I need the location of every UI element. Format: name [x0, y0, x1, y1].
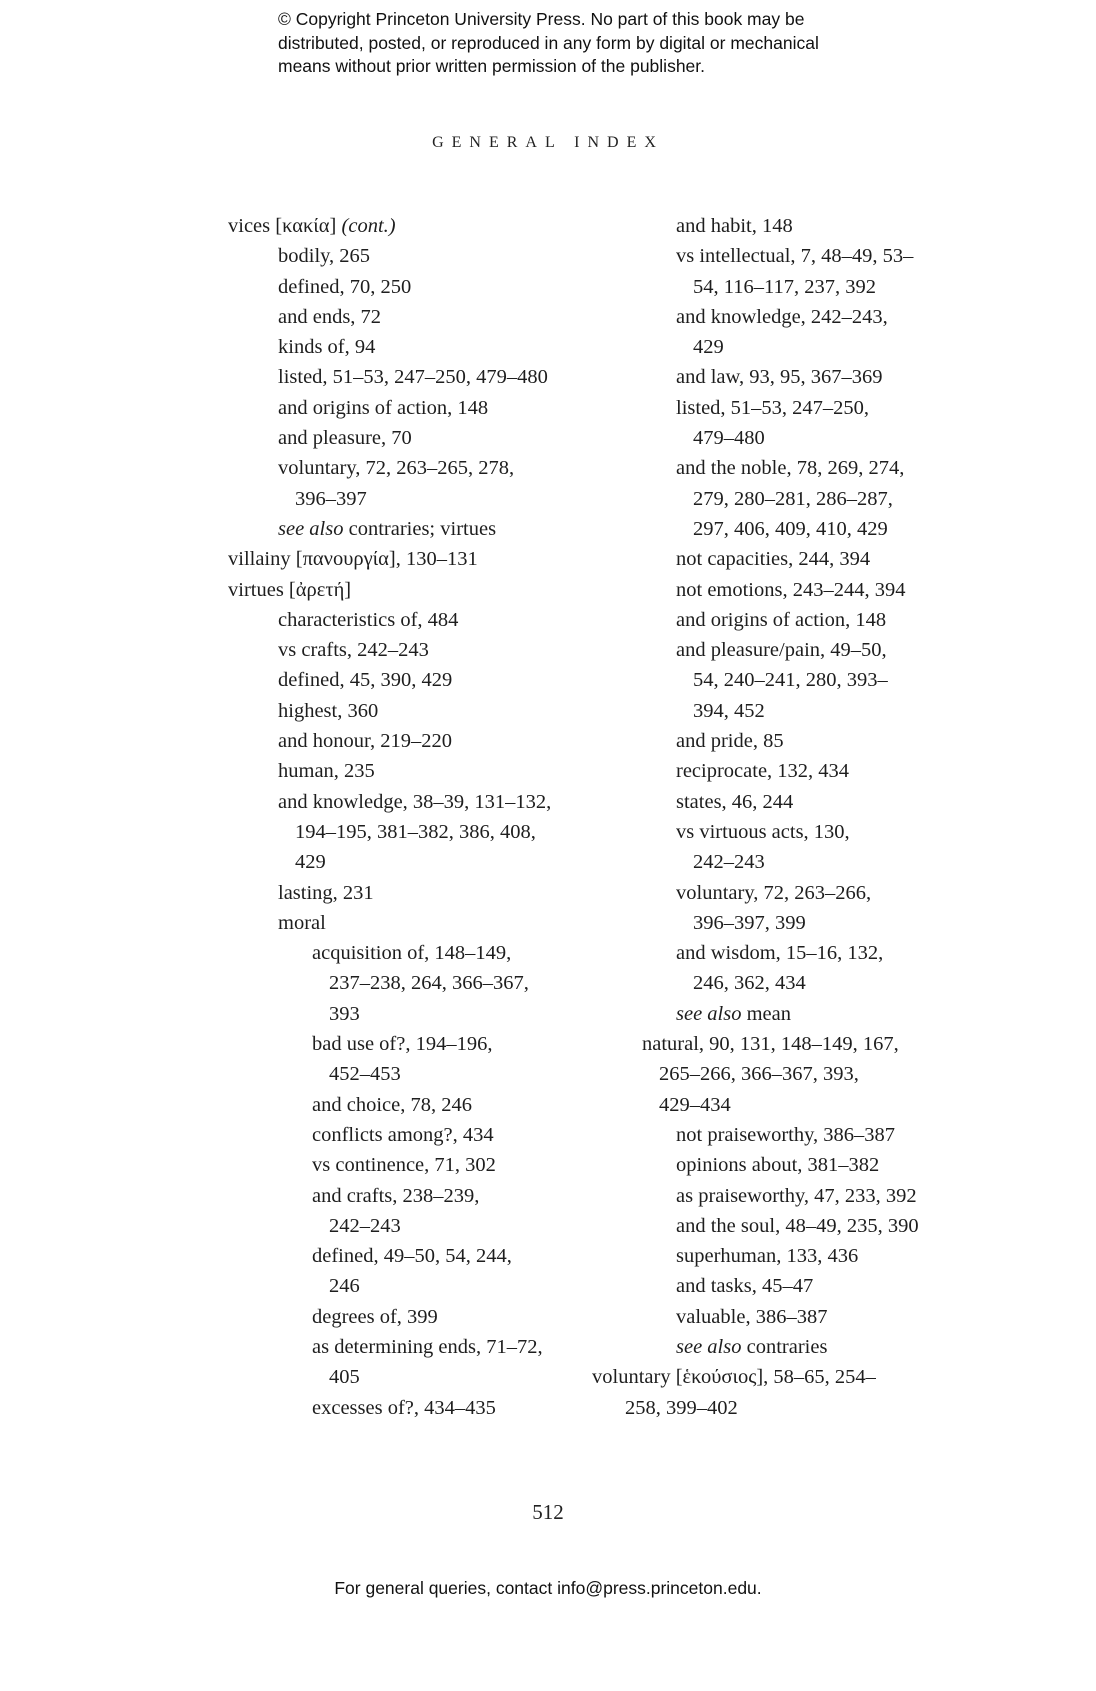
- index-entry: [228, 211, 588, 241]
- index-entry-text: mean: [741, 1002, 792, 1025]
- index-entry: [592, 726, 952, 756]
- index-entry: [228, 696, 588, 726]
- index-entry-text: vs intellectual, 7, 48–49, 53–: [676, 245, 914, 268]
- index-entry: [228, 362, 588, 392]
- index-entry-text: listed, 51–53, 247–250, 479–480: [278, 366, 548, 389]
- index-entry: [228, 575, 588, 605]
- index-entry-text: and law, 93, 95, 367–369: [676, 366, 883, 389]
- index-entry-text: bodily, 265: [278, 245, 371, 268]
- index-entry: [592, 787, 952, 817]
- index-entry: [228, 968, 588, 998]
- index-entry: [228, 423, 588, 453]
- copyright-line: distributed, posted, or reproduced in any form by digital or mechanical: [278, 32, 819, 53]
- index-entry: [228, 302, 588, 332]
- index-entry-text: 393: [329, 1002, 360, 1025]
- index-entry-text: human, 235: [278, 760, 375, 783]
- index-entry-text: opinions about, 381–382: [676, 1154, 880, 1177]
- index-entry: [228, 787, 588, 817]
- index-entry: [592, 1332, 952, 1362]
- index-entry: [228, 1090, 588, 1120]
- index-entry-text: as praiseworthy, 47, 233, 392: [676, 1184, 917, 1207]
- index-entry-text: and habit, 148: [676, 215, 793, 237]
- footer-contact: For general queries, contact info@press.princeton.edu.: [334, 1578, 762, 1598]
- index-entry: [592, 665, 952, 695]
- index-entry: [228, 1241, 588, 1271]
- index-entry: [592, 1059, 952, 1089]
- index-entry-text: 479–480: [693, 427, 765, 450]
- index-entry-text: natural, 90, 131, 148–149, 167,: [642, 1033, 899, 1056]
- index-entry-text: defined, 45, 390, 429: [278, 669, 453, 692]
- index-entry-text: 394, 452: [693, 699, 765, 722]
- index-entry-text: vices [κακία]: [228, 215, 337, 237]
- index-entry-text: defined, 70, 250: [278, 275, 412, 298]
- index-entry: [228, 1150, 588, 1180]
- index-entry-text: and knowledge, 242–243,: [676, 305, 888, 328]
- index-entry-text: voluntary, 72, 263–266,: [676, 881, 872, 904]
- index-column-left: [228, 211, 588, 1423]
- index-entry: [228, 393, 588, 423]
- cross-reference-label: see also: [676, 1002, 742, 1025]
- index-entry-text: 396–397: [295, 487, 367, 510]
- index-entry: [228, 1059, 588, 1089]
- index-entry: [592, 999, 952, 1029]
- index-entry: [228, 1181, 588, 1211]
- index-entry-text: highest, 360: [278, 699, 379, 722]
- index-entry: [592, 544, 952, 574]
- index-entry: [592, 453, 952, 483]
- index-entry: [228, 1120, 588, 1150]
- running-head: GENERAL INDEX: [432, 134, 664, 151]
- index-entry-text: voluntary, 72, 263–265, 278,: [278, 457, 515, 480]
- index-entry-text: virtues [ἀρετή]: [228, 578, 352, 601]
- index-entry: [592, 332, 952, 362]
- index-entry: [592, 1302, 952, 1332]
- index-entry-text: and choice, 78, 246: [312, 1093, 472, 1116]
- index-entry: [592, 1362, 952, 1392]
- index-entry-text: moral: [278, 911, 326, 934]
- index-entry: [592, 908, 952, 938]
- index-entry-text: valuable, 386–387: [676, 1305, 828, 1328]
- index-entry-text: 429: [295, 851, 326, 874]
- index-entry: [592, 1120, 952, 1150]
- index-entry-text: not capacities, 244, 394: [676, 548, 871, 571]
- index-entry-text: kinds of, 94: [278, 336, 376, 359]
- index-entry-text: and crafts, 238–239,: [312, 1184, 480, 1207]
- index-entry-text: degrees of, 399: [312, 1305, 438, 1328]
- index-entry: [592, 605, 952, 635]
- index-entry-text: listed, 51–53, 247–250,: [676, 396, 870, 419]
- index-entry: [228, 847, 588, 877]
- index-entry-text: excesses of?, 434–435: [312, 1396, 496, 1419]
- index-column-right: [592, 211, 952, 1423]
- index-entry: [592, 1211, 952, 1241]
- index-entry: [228, 272, 588, 302]
- index-entry-text: and pleasure/pain, 49–50,: [676, 639, 887, 662]
- index-entry: [592, 211, 952, 241]
- index-entry: [592, 938, 952, 968]
- index-entry-text: states, 46, 244: [676, 790, 794, 813]
- index-entry: [592, 847, 952, 877]
- index-entry-text: 54, 240–241, 280, 393–: [693, 669, 888, 692]
- index-entry: [592, 968, 952, 998]
- index-entry-text: and the soul, 48–49, 235, 390: [676, 1214, 919, 1237]
- index-entry-text: defined, 49–50, 54, 244,: [312, 1245, 512, 1268]
- copyright-line: © Copyright Princeton University Press. No part of this book may be: [278, 9, 805, 29]
- index-entry-text: 405: [329, 1366, 360, 1389]
- page-number: 512: [532, 1500, 564, 1524]
- index-entry-text: 297, 406, 409, 410, 429: [693, 517, 888, 540]
- index-entry: [228, 453, 588, 483]
- index-entry: [592, 1181, 952, 1211]
- index-entry: [228, 665, 588, 695]
- index-entry: [228, 938, 588, 968]
- index-entry: [592, 1271, 952, 1301]
- index-entry: [592, 302, 952, 332]
- index-entry-text: conflicts among?, 434: [312, 1123, 494, 1146]
- index-entry: [228, 1332, 588, 1362]
- index-entry: [228, 544, 588, 574]
- index-entry-text: contraries: [741, 1335, 828, 1358]
- index-entry-text: not praiseworthy, 386–387: [676, 1123, 896, 1146]
- index-entry: [592, 1393, 952, 1423]
- index-entry: [228, 999, 588, 1029]
- index-entry-text: and ends, 72: [278, 305, 382, 328]
- index-entry-text: 54, 116–117, 237, 392: [693, 275, 876, 298]
- index-entry-text: and origins of action, 148: [278, 396, 489, 419]
- index-entry-text: 396–397, 399: [693, 911, 806, 934]
- index-entry-text: 194–195, 381–382, 386, 408,: [295, 820, 536, 843]
- index-entry: [228, 756, 588, 786]
- index-entry: [592, 1241, 952, 1271]
- index-entry: [592, 817, 952, 847]
- index-entry: [592, 514, 952, 544]
- index-entry: [228, 605, 588, 635]
- index-entry-text: contraries; virtues: [343, 517, 497, 540]
- index-entry-text: lasting, 231: [278, 881, 374, 904]
- index-entry: [228, 817, 588, 847]
- index-entry-text: 265–266, 366–367, 393,: [659, 1063, 859, 1086]
- copyright-notice: [278, 8, 918, 79]
- index-entry-text: and pride, 85: [676, 730, 784, 753]
- cross-reference-label: see also: [278, 517, 344, 540]
- index-entry-text: 452–453: [329, 1063, 401, 1086]
- index-entry: [592, 756, 952, 786]
- index-entry: [228, 908, 588, 938]
- index-entry-text: 279, 280–281, 286–287,: [693, 487, 893, 510]
- index-entry: [592, 1029, 952, 1059]
- index-entry-text: characteristics of, 484: [278, 608, 459, 631]
- index-entry: [228, 1302, 588, 1332]
- index-entry: [228, 635, 588, 665]
- index-entry: [228, 241, 588, 271]
- index-entry: [592, 423, 952, 453]
- index-entry-text: acquisition of, 148–149,: [312, 942, 512, 965]
- index-entry: [592, 484, 952, 514]
- cross-reference-label: see also: [676, 1335, 742, 1358]
- copyright-line: means without prior written permission of the publisher.: [278, 56, 706, 76]
- index-entry: [228, 484, 588, 514]
- index-entry-text: 246: [329, 1275, 360, 1298]
- index-entry-text: and honour, 219–220: [278, 730, 452, 753]
- index-entry-text: voluntary [ἑκούσιος], 58–65, 254–: [592, 1366, 876, 1389]
- index-entry: [228, 332, 588, 362]
- index-entry: [228, 1211, 588, 1241]
- index-entry: [228, 514, 588, 544]
- index-entry-text: as determining ends, 71–72,: [312, 1335, 543, 1358]
- index-entry-text: reciprocate, 132, 434: [676, 760, 850, 783]
- index-entry-text: 237–238, 264, 366–367,: [329, 972, 529, 995]
- index-entry: [592, 575, 952, 605]
- index-entry-text: and origins of action, 148: [676, 608, 887, 631]
- index-entry: [228, 1362, 588, 1392]
- index-entry: [592, 241, 952, 271]
- index-entry-text: and tasks, 45–47: [676, 1275, 814, 1298]
- index-entry-text: and the noble, 78, 269, 274,: [676, 457, 905, 480]
- index-entry-text: 258, 399–402: [625, 1396, 738, 1419]
- index-entry-text: vs crafts, 242–243: [278, 639, 429, 662]
- index-entry-text: and pleasure, 70: [278, 427, 412, 450]
- index-entry-text: 429: [693, 336, 724, 359]
- index-entry: [228, 1029, 588, 1059]
- index-entry-text: 242–243: [329, 1214, 401, 1237]
- index-entry: [228, 1271, 588, 1301]
- index-entry-text: and wisdom, 15–16, 132,: [676, 942, 884, 965]
- index-entry: [592, 393, 952, 423]
- index-entry-text: vs continence, 71, 302: [312, 1154, 496, 1177]
- index-entry: [592, 1150, 952, 1180]
- index-entry-text: vs virtuous acts, 130,: [676, 820, 850, 843]
- index-entry-text: villainy [πανουργία], 130–131: [228, 548, 478, 571]
- index-entry: [592, 635, 952, 665]
- index-entry-text: 246, 362, 434: [693, 972, 806, 995]
- index-entry: [592, 878, 952, 908]
- index-entry-text: 429–434: [659, 1093, 731, 1116]
- index-entry-text: not emotions, 243–244, 394: [676, 578, 906, 601]
- index-entry: [592, 362, 952, 392]
- index-entry-text: bad use of?, 194–196,: [312, 1033, 493, 1056]
- index-entry-text: superhuman, 133, 436: [676, 1245, 859, 1268]
- index-entry: [592, 696, 952, 726]
- index-entry: [228, 1393, 588, 1423]
- index-entry-text: and knowledge, 38–39, 131–132,: [278, 790, 552, 813]
- index-entry: [592, 272, 952, 302]
- continued-label: (cont.): [336, 215, 396, 237]
- index-entry: [592, 1090, 952, 1120]
- index-entry: [228, 878, 588, 908]
- index-entry-text: 242–243: [693, 851, 765, 874]
- index-entry: [228, 726, 588, 756]
